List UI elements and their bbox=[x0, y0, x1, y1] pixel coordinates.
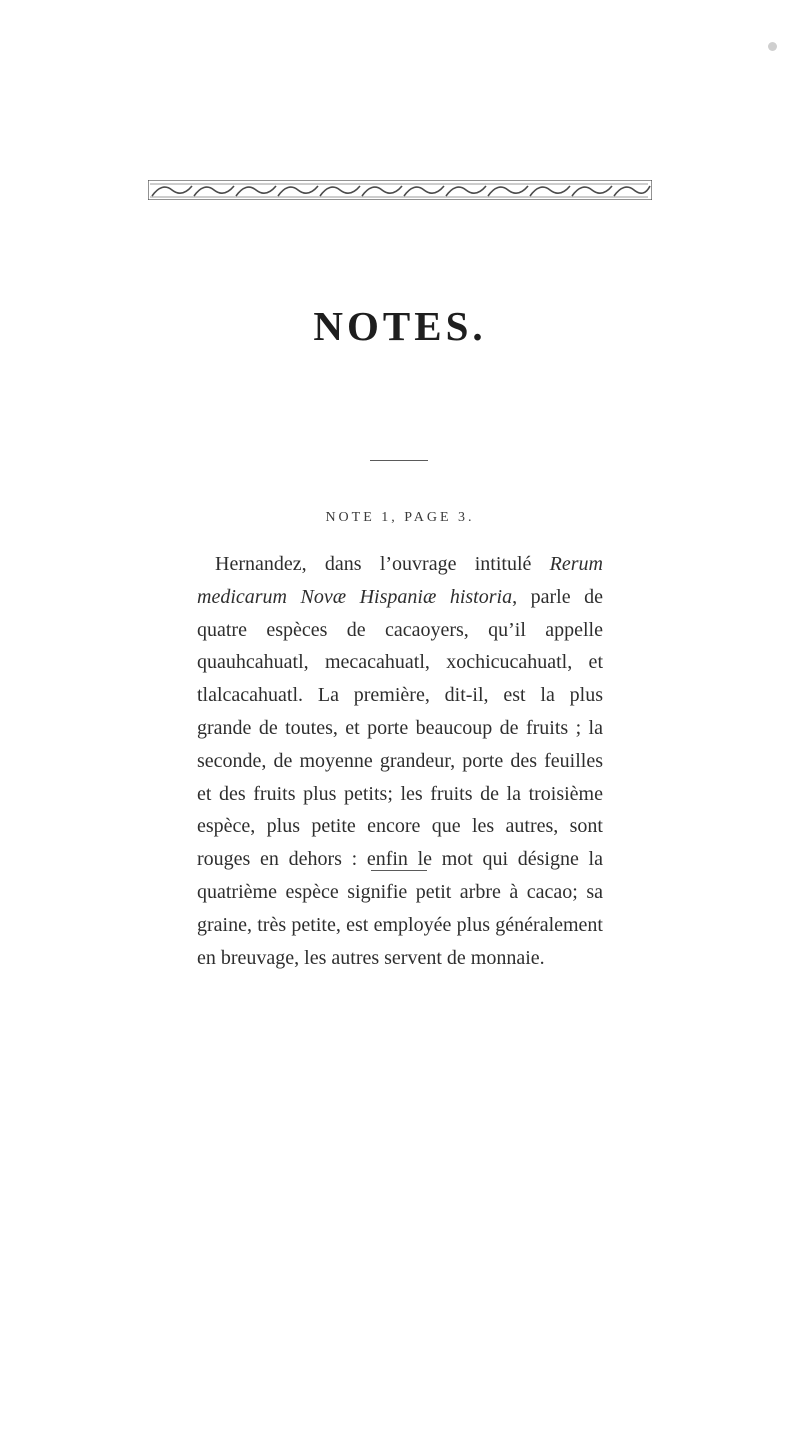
decorative-header-band bbox=[148, 180, 652, 200]
note-reference: NOTE 1, PAGE 3. bbox=[325, 510, 475, 525]
page-title: NOTES. bbox=[313, 303, 487, 349]
title-divider bbox=[370, 460, 428, 461]
end-divider bbox=[371, 870, 427, 871]
paragraph-continuation: , parle de quatre espèces de cacaoyers, qu’il appelle quauhcahuatl, mecacahuatl, xochicucahuatl, et tlalcacahuatl. La première, dit-il, est la plus grande de toutes, et porte beaucoup de fruits ; la seconde, de moyenne grandeur, porte des feuilles et des fruits plus petits; les fruits de la troisième espèce, plus petite encore que les autres, sont rouges en dehors : enfin le mot qui désigne la quatrième espèce signifie petit arbre à cacao; sa graine, très petite, est employée plus généralement en breuvage, les autres servent de monnaie. bbox=[197, 585, 604, 969]
paper-spot bbox=[768, 42, 777, 51]
paragraph-intro: Hernandez, dans l’ouvrage intitulé bbox=[215, 553, 550, 575]
book-title: Rerum medicarum Novæ Hispaniæ historia bbox=[197, 553, 603, 608]
note-paragraph bbox=[197, 548, 603, 974]
